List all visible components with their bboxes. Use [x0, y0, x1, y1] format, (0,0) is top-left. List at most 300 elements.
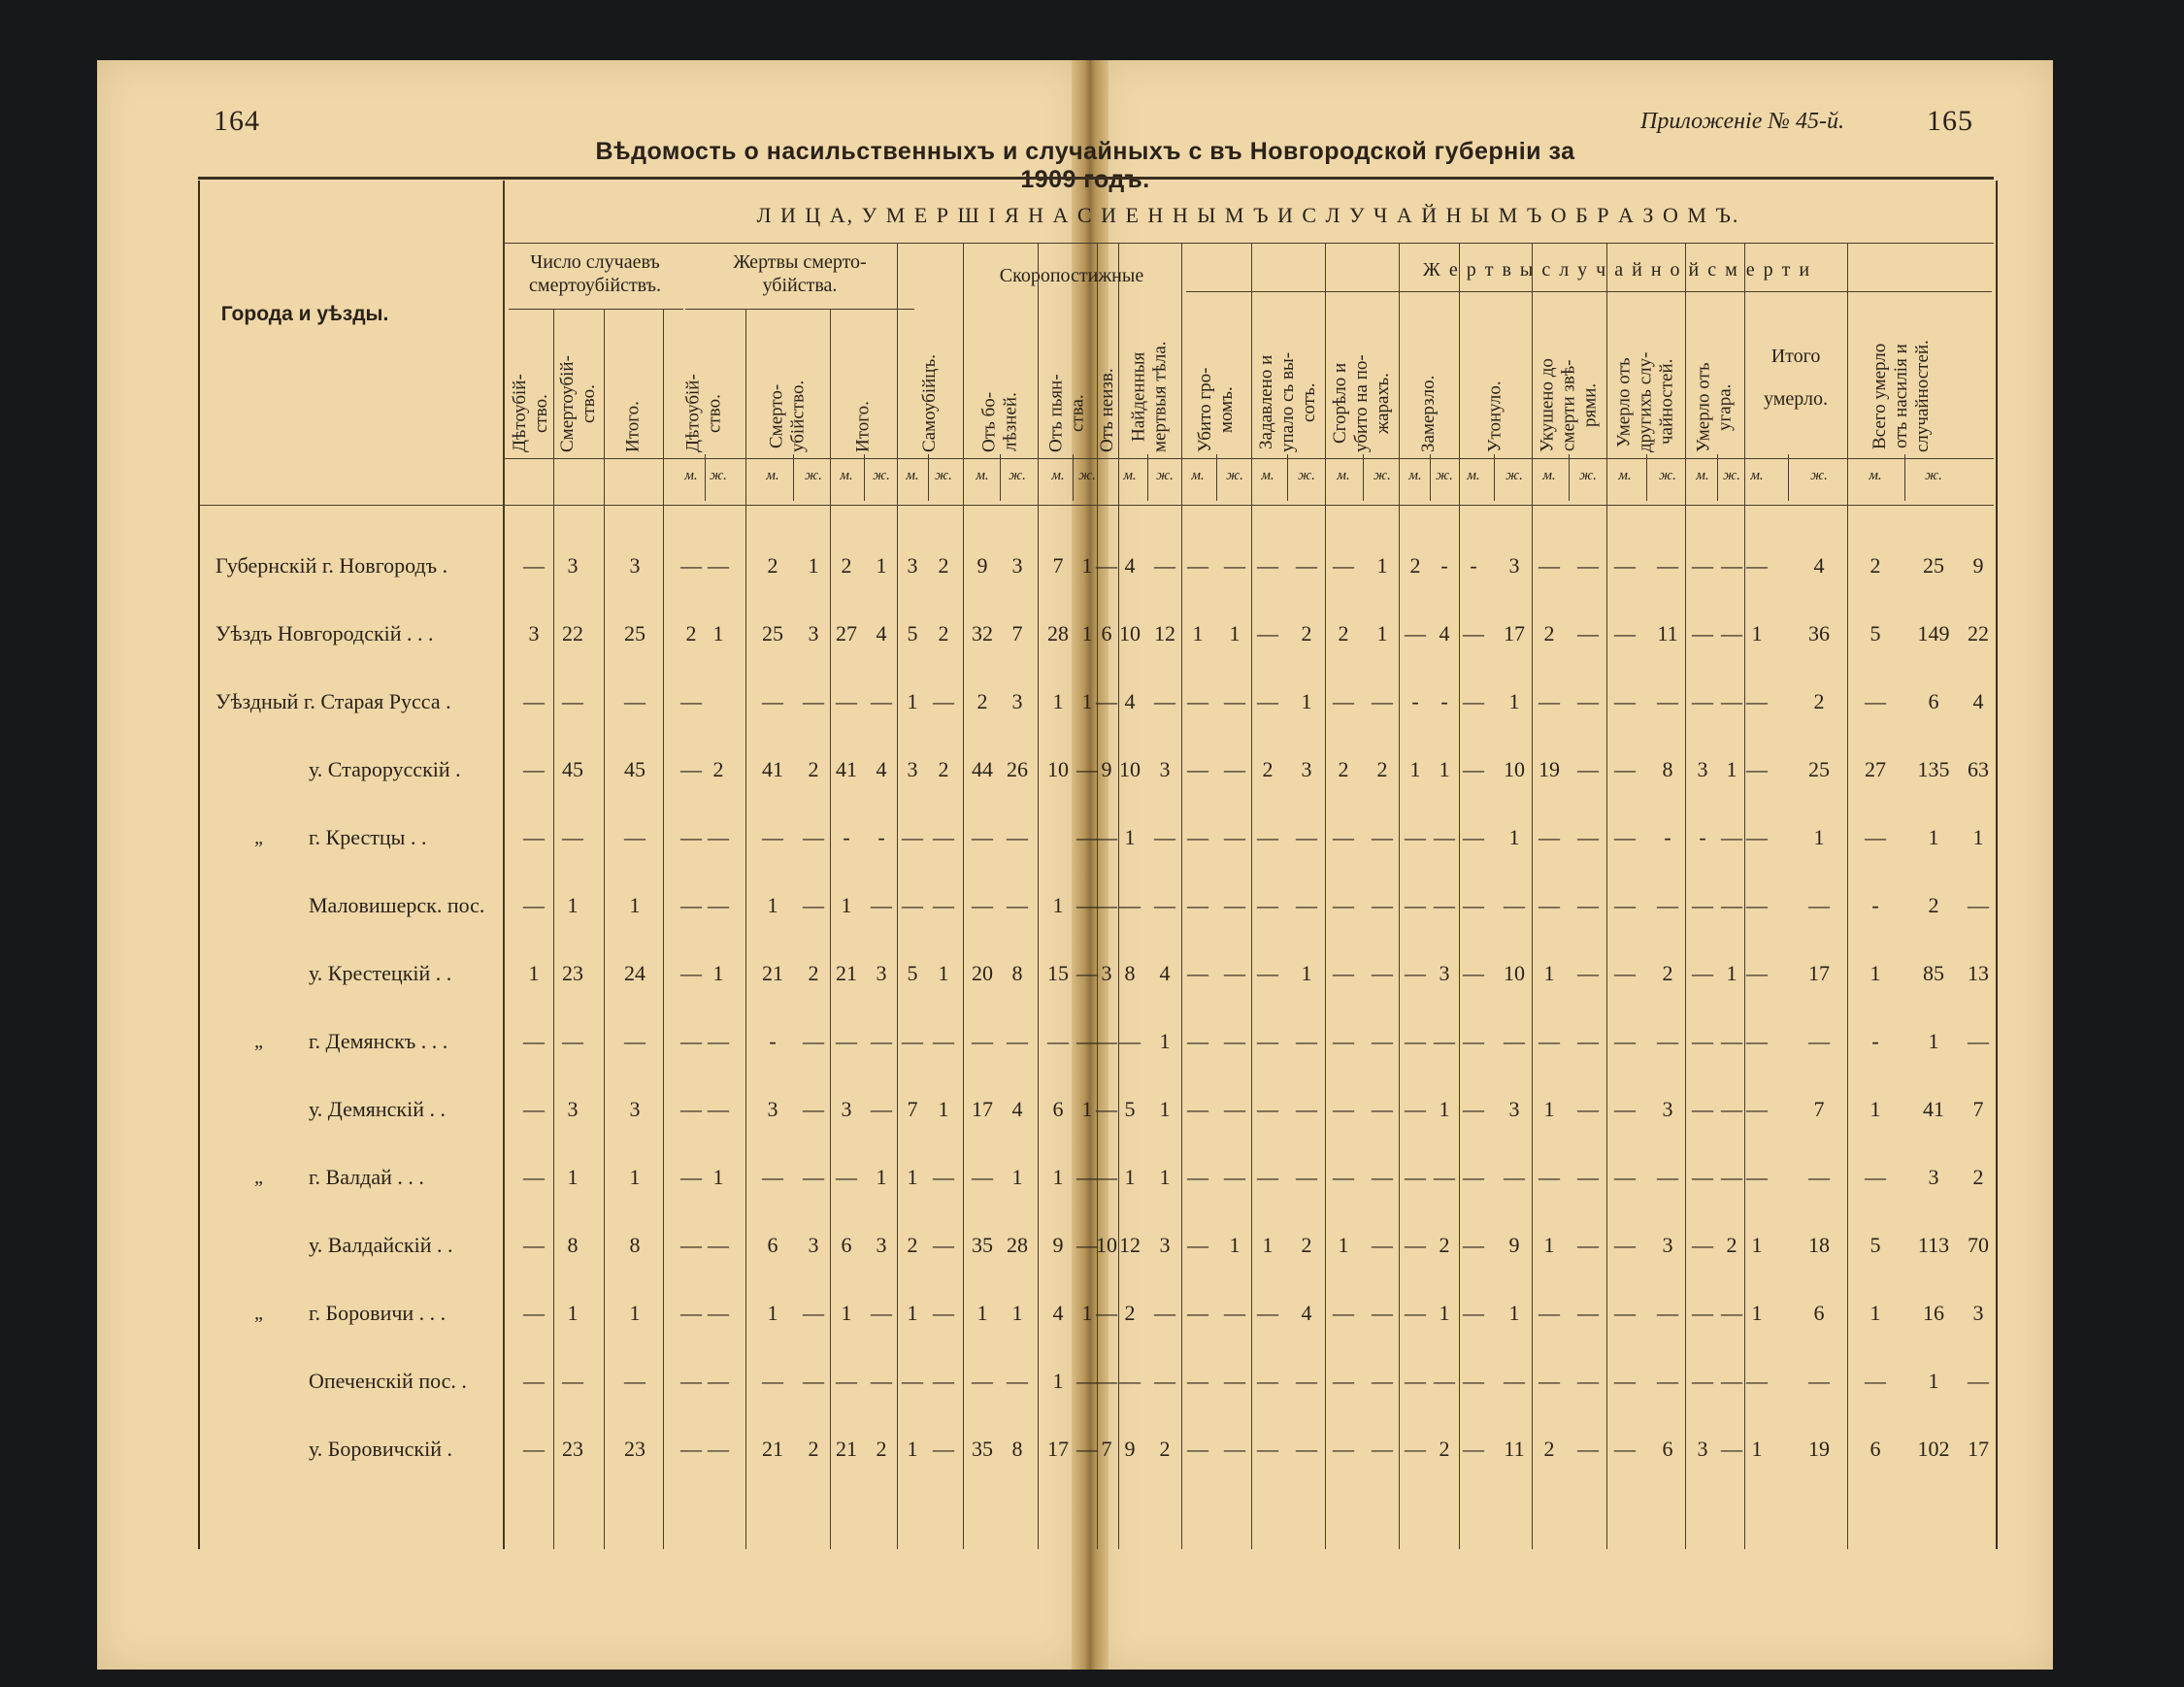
- table-cell: 28: [1007, 1233, 1028, 1257]
- grid-line-vertical: [928, 454, 929, 501]
- table-cell: 2: [685, 621, 697, 645]
- table-cell: 25: [1923, 553, 1944, 578]
- table-cell: —: [1746, 553, 1768, 578]
- grid-line-vertical: [1363, 454, 1364, 501]
- table-cell: —: [1224, 1165, 1245, 1189]
- grid-line-vertical: [793, 454, 794, 501]
- table-cell: —: [1746, 825, 1768, 849]
- table-cell: 2: [1301, 1233, 1312, 1257]
- table-cell: —: [1047, 1029, 1069, 1053]
- table-cell: 45: [562, 757, 583, 781]
- page-number-right: 165: [1927, 105, 1973, 137]
- table-cell: —: [1968, 1029, 1989, 1053]
- table-cell: 13: [1968, 961, 1989, 985]
- table-cell: —: [523, 1165, 545, 1189]
- table-cell: 2: [876, 1437, 887, 1461]
- table-cell: 3: [567, 1097, 579, 1121]
- column-header: Дѣтоубiй- ство.: [682, 374, 725, 452]
- table-cell: —: [1296, 1029, 1317, 1053]
- table-cell: —: [1577, 961, 1599, 985]
- table-cell: —: [1405, 1233, 1426, 1257]
- column-header: Замерзло.: [1418, 375, 1439, 452]
- grid-line-horizontal: [509, 309, 683, 310]
- table-cell: 2: [907, 1233, 918, 1257]
- table-cell: —: [1657, 1029, 1678, 1053]
- table-cell: -: [1664, 825, 1671, 849]
- table-cell: —: [1463, 1097, 1484, 1121]
- table-cell: 63: [1968, 757, 1989, 781]
- table-cell: 1: [1262, 1233, 1274, 1257]
- table-cell: —: [1224, 1097, 1245, 1121]
- table-cell: —: [871, 1369, 892, 1393]
- table-cell: —: [1721, 621, 1742, 645]
- table-cell: 41: [1923, 1097, 1944, 1121]
- table-cell: 6: [767, 1233, 778, 1257]
- table-cell: —: [1257, 1369, 1278, 1393]
- table-cell: 1: [1928, 1369, 1939, 1393]
- table-cell: —: [1721, 825, 1742, 849]
- grid-line-vertical: [1904, 454, 1905, 501]
- table-cell: 2: [1439, 1233, 1450, 1257]
- table-cell: —: [902, 1029, 923, 1053]
- table-cell: 1: [1301, 689, 1312, 713]
- table-cell: —: [1721, 553, 1742, 578]
- table-cell: —: [1614, 1233, 1636, 1257]
- table-cell: —: [1076, 1233, 1098, 1257]
- table-cell: 1: [1508, 1301, 1520, 1325]
- table-cell: —: [1372, 1029, 1393, 1053]
- table-cell: 25: [624, 621, 645, 645]
- table-cell: —: [523, 757, 545, 781]
- table-cell: —: [762, 1369, 783, 1393]
- table-cell: —: [680, 1165, 702, 1189]
- table-cell: —: [1224, 553, 1245, 578]
- table-cell: —: [1746, 1029, 1768, 1053]
- table-cell: —: [1119, 893, 1141, 917]
- table-cell: —: [1539, 893, 1560, 917]
- table-cell: 26: [1007, 757, 1028, 781]
- table-cell: —: [1187, 1097, 1208, 1121]
- table-cell: —: [1577, 1165, 1599, 1189]
- table-cell: —: [680, 893, 702, 917]
- table-cell: —: [1721, 689, 1742, 713]
- table-cell: —: [1372, 1165, 1393, 1189]
- table-cell: 17: [1968, 1437, 1989, 1461]
- table-cell: —: [1968, 893, 1989, 917]
- table-cell: —: [680, 1369, 702, 1393]
- table-cell: 1: [1081, 1097, 1093, 1121]
- table-cell: —: [1257, 689, 1278, 713]
- grid-line-vertical: [1788, 454, 1789, 501]
- table-cell: 2: [1439, 1437, 1450, 1461]
- table-cell: —: [1463, 961, 1484, 985]
- table-cell: —: [1865, 689, 1886, 713]
- table-cell: —: [1746, 757, 1768, 781]
- table-cell: —: [1614, 1029, 1636, 1053]
- table-cell: —: [523, 1029, 545, 1053]
- table-cell: —: [680, 689, 702, 713]
- table-cell: —: [708, 1301, 729, 1325]
- table-cell: —: [1096, 1369, 1117, 1393]
- table-cell: 1: [1301, 961, 1312, 985]
- table-cell: 3: [1159, 1233, 1171, 1257]
- table-cell: 1: [1081, 1301, 1093, 1325]
- grid-line-vertical: [1494, 454, 1495, 501]
- table-cell: —: [871, 893, 892, 917]
- table-cell: 1: [1928, 1029, 1939, 1053]
- table-cell: 25: [1808, 757, 1830, 781]
- table-cell: —: [1257, 553, 1278, 578]
- table-cell: 22: [562, 621, 583, 645]
- table-cell: -: [1871, 1029, 1879, 1053]
- table-cell: —: [1614, 621, 1636, 645]
- table-cell: —: [1333, 1301, 1354, 1325]
- table-cell: —: [1577, 1029, 1599, 1053]
- row-label: г. Крестцы . .: [309, 825, 427, 849]
- table-cell: —: [1257, 1301, 1278, 1325]
- table-cell: —: [1614, 757, 1636, 781]
- sex-subheader: м.: [976, 468, 989, 483]
- table-cell: 41: [762, 757, 783, 781]
- table-cell: —: [1614, 825, 1636, 849]
- table-cell: 2: [1262, 757, 1274, 781]
- table-cell: —: [1333, 553, 1354, 578]
- table-cell: 3: [907, 757, 918, 781]
- table-cell: 2: [1543, 1437, 1555, 1461]
- table-cell: —: [1119, 1029, 1141, 1053]
- table-cell: —: [1257, 961, 1278, 985]
- table-cell: 20: [972, 961, 993, 985]
- grid-line-vertical: [705, 454, 706, 501]
- table-cell: —: [1405, 1437, 1426, 1461]
- table-cell: —: [1746, 689, 1768, 713]
- table-cell: 3: [1508, 1097, 1520, 1121]
- table-cell: —: [1076, 1165, 1098, 1189]
- table-cell: —: [680, 1437, 702, 1461]
- table-cell: 1: [629, 1165, 641, 1189]
- sex-subheader: ж.: [1723, 468, 1740, 483]
- table-cell: 1: [1543, 1233, 1555, 1257]
- table-cell: 10: [1119, 757, 1141, 781]
- table-cell: —: [1224, 689, 1245, 713]
- table-cell: —: [1434, 825, 1455, 849]
- table-cell: 9: [1508, 1233, 1520, 1257]
- table-cell: —: [1296, 1097, 1317, 1121]
- table-cell: —: [902, 893, 923, 917]
- table-cell: —: [1076, 757, 1098, 781]
- table-cell: —: [1721, 1097, 1742, 1121]
- table-cell: 19: [1539, 757, 1560, 781]
- grid-line-vertical: [864, 454, 865, 501]
- table-cell: —: [1577, 689, 1599, 713]
- table-cell: —: [1187, 1369, 1208, 1393]
- table-cell: —: [1257, 1165, 1278, 1189]
- table-cell: 1: [1726, 961, 1737, 985]
- table-cell: —: [1721, 1301, 1742, 1325]
- table-cell: 27: [836, 621, 857, 645]
- table-cell: —: [1614, 1437, 1636, 1461]
- table-cell: —: [933, 1029, 954, 1053]
- table-cell: —: [1224, 825, 1245, 849]
- table-cell: —: [1257, 1437, 1278, 1461]
- table-cell: 1: [1376, 553, 1388, 578]
- table-cell: —: [523, 553, 545, 578]
- table-cell: —: [1721, 1165, 1742, 1189]
- table-cell: 2: [976, 689, 988, 713]
- table-cell: —: [1296, 825, 1317, 849]
- table-cell: 4: [1972, 689, 1984, 713]
- grid-line-vertical: [663, 309, 664, 1549]
- table-cell: 2: [1870, 553, 1881, 578]
- table-cell: —: [803, 1097, 824, 1121]
- table-cell: 7: [907, 1097, 918, 1121]
- table-cell: 2: [1376, 757, 1388, 781]
- grid-line-vertical: [1216, 454, 1217, 501]
- table-cell: —: [1333, 825, 1354, 849]
- table-cell: 1: [629, 893, 641, 917]
- table-cell: —: [1614, 553, 1636, 578]
- table-cell: —: [1692, 689, 1713, 713]
- table-cell: 4: [1439, 621, 1450, 645]
- table-cell: —: [933, 1437, 954, 1461]
- table-cell: —: [933, 825, 954, 849]
- table-cell: —: [523, 1437, 545, 1461]
- table-cell: 8: [1011, 961, 1023, 985]
- table-cell: 1: [1159, 1029, 1171, 1053]
- table-cell: 35: [972, 1437, 993, 1461]
- table-cell: 70: [1968, 1233, 1989, 1257]
- column-header: Утонуло.: [1484, 380, 1506, 452]
- table-cell: —: [1746, 1097, 1768, 1121]
- table-cell: 10: [1047, 757, 1069, 781]
- table-cell: 24: [624, 961, 645, 985]
- table-cell: —: [1808, 1029, 1830, 1053]
- grid-line-vertical: [604, 309, 605, 1549]
- grid-line-vertical: [1147, 454, 1148, 501]
- table-cell: —: [1721, 1369, 1742, 1393]
- table-cell: —: [1746, 1369, 1768, 1393]
- column-header: Сгорѣло и убито на по- жарахъ.: [1330, 354, 1393, 452]
- row-label: Уѣздный г. Старая Русса .: [215, 689, 451, 713]
- table-cell: —: [1614, 1165, 1636, 1189]
- table-cell: —: [933, 1233, 954, 1257]
- table-cell: —: [1434, 1029, 1455, 1053]
- table-cell: 44: [972, 757, 993, 781]
- table-cell: 2: [938, 757, 949, 781]
- table-cell: —: [871, 1029, 892, 1053]
- table-cell: —: [1808, 1369, 1830, 1393]
- table-cell: 1: [1376, 621, 1388, 645]
- table-cell: —: [680, 1029, 702, 1053]
- table-cell: 3: [1697, 1437, 1708, 1461]
- table-cell: —: [1504, 893, 1525, 917]
- table-cell: —: [1405, 621, 1426, 645]
- table-cell: —: [1405, 1301, 1426, 1325]
- table-cell: —: [803, 1301, 824, 1325]
- table-cell: 5: [907, 961, 918, 985]
- table-cell: —: [1372, 1437, 1393, 1461]
- table-cell: 2: [1543, 621, 1555, 645]
- table-cell: 7: [1052, 553, 1064, 578]
- table-cell: 6: [1870, 1437, 1881, 1461]
- table-cell: —: [1808, 1165, 1830, 1189]
- table-cell: 1: [1870, 961, 1881, 985]
- table-cell: —: [1187, 1165, 1208, 1189]
- sex-subheader: ж.: [1373, 468, 1391, 483]
- table-cell: 1: [1870, 1097, 1881, 1121]
- row-label: г. Валдай . . .: [309, 1165, 424, 1189]
- table-cell: —: [708, 1029, 729, 1053]
- table-cell: 1: [976, 1301, 988, 1325]
- column-header: Итого.: [852, 401, 874, 452]
- grid-line-vertical: [503, 181, 505, 1549]
- table-cell: —: [1257, 621, 1278, 645]
- table-cell: —: [1405, 1165, 1426, 1189]
- table-cell: —: [1405, 825, 1426, 849]
- table-cell: 17: [1504, 621, 1525, 645]
- column-header: Отъ неизв.: [1097, 368, 1117, 452]
- table-cell: —: [1577, 1301, 1599, 1325]
- table-cell: —: [1076, 825, 1098, 849]
- table-cell: —: [803, 1029, 824, 1053]
- table-cell: —: [1372, 1369, 1393, 1393]
- table-cell: —: [836, 1029, 857, 1053]
- table-cell: 1: [567, 893, 579, 917]
- table-cell: 6: [1813, 1301, 1825, 1325]
- table-cell: 9: [1052, 1233, 1064, 1257]
- table-cell: —: [1539, 1029, 1560, 1053]
- table-cell: 4: [876, 757, 887, 781]
- table-cell: —: [1007, 1029, 1028, 1053]
- table-cell: —: [1692, 1369, 1713, 1393]
- column-header: Задавлено и упало съ вы- сотъ.: [1256, 351, 1319, 452]
- table-cell: —: [1463, 689, 1484, 713]
- table-cell: —: [1096, 1029, 1117, 1053]
- grid-line-horizontal: [503, 458, 1994, 459]
- table-cell: -: [1871, 893, 1879, 917]
- sex-subheader: м.: [1467, 468, 1480, 483]
- table-cell: —: [708, 553, 729, 578]
- table-cell: 2: [1301, 621, 1312, 645]
- table-cell: 4: [1124, 553, 1136, 578]
- table-cell: —: [972, 893, 993, 917]
- table-cell: 113: [1917, 1233, 1950, 1257]
- table-cell: -: [877, 825, 885, 849]
- table-cell: —: [1154, 825, 1175, 849]
- statistics-table: [198, 181, 1998, 1549]
- table-cell: —: [1865, 1165, 1886, 1189]
- row-label: Губернскiй г. Новгородъ .: [215, 553, 448, 578]
- table-cell: —: [1224, 1301, 1245, 1325]
- grid-line-vertical: [830, 309, 831, 1549]
- table-cell: —: [1405, 893, 1426, 917]
- table-cell: 149: [1917, 621, 1950, 645]
- sex-subheader: м.: [684, 468, 698, 483]
- table-cell: —: [1614, 961, 1636, 985]
- table-cell: 2: [1409, 553, 1421, 578]
- table-cell: 135: [1917, 757, 1950, 781]
- table-cell: 12: [1154, 621, 1175, 645]
- table-cell: —: [1372, 893, 1393, 917]
- table-cell: 1: [1751, 1233, 1763, 1257]
- table-cell: 3: [567, 553, 579, 578]
- table-cell: —: [933, 689, 954, 713]
- ditto-mark: „: [254, 827, 266, 848]
- table-cell: —: [933, 1165, 954, 1189]
- table-cell: —: [624, 825, 645, 849]
- table-cell: —: [1224, 961, 1245, 985]
- table-cell: —: [1372, 1097, 1393, 1121]
- table-cell: —: [1463, 825, 1484, 849]
- table-cell: 1: [712, 1165, 724, 1189]
- table-cell: 85: [1923, 961, 1944, 985]
- table-cell: —: [1463, 1437, 1484, 1461]
- table-cell: 1: [1508, 825, 1520, 849]
- table-cell: —: [871, 1301, 892, 1325]
- table-cell: 2: [841, 553, 852, 578]
- table-cell: 9: [976, 553, 988, 578]
- table-cell: 4: [1011, 1097, 1023, 1121]
- table-cell: —: [1577, 825, 1599, 849]
- table-cell: —: [680, 1233, 702, 1257]
- table-cell: —: [1257, 893, 1278, 917]
- table-cell: —: [1096, 689, 1117, 713]
- table-cell: 1: [841, 1301, 852, 1325]
- table-cell: 1: [1011, 1301, 1023, 1325]
- table-cell: —: [1372, 689, 1393, 713]
- table-cell: 2: [808, 961, 819, 985]
- table-cell: —: [1463, 1233, 1484, 1257]
- table-cell: —: [1007, 1369, 1028, 1393]
- table-cell: 3: [1011, 553, 1023, 578]
- grid-line-vertical: [1430, 454, 1431, 501]
- table-cell: 2: [808, 1437, 819, 1461]
- table-cell: 1: [1081, 553, 1093, 578]
- table-cell: —: [1614, 893, 1636, 917]
- table-cell: —: [523, 825, 545, 849]
- table-cell: —: [1119, 1369, 1141, 1393]
- table-cell: 4: [1124, 689, 1136, 713]
- table-cell: 1: [1229, 621, 1241, 645]
- table-cell: 3: [1662, 1233, 1673, 1257]
- table-cell: 1: [907, 1437, 918, 1461]
- sex-subheader: м.: [1051, 468, 1065, 483]
- appendix-label: Приложенiе № 45-й.: [1640, 109, 1844, 134]
- table-cell: 9: [1124, 1437, 1136, 1461]
- table-cell: 6: [1662, 1437, 1673, 1461]
- table-cell: —: [1657, 689, 1678, 713]
- table-cell: 27: [1865, 757, 1886, 781]
- table-cell: —: [1405, 1029, 1426, 1053]
- title-rule: [198, 177, 1994, 180]
- table-cell: -: [843, 825, 850, 849]
- table-cell: —: [803, 825, 824, 849]
- table-cell: 45: [624, 757, 645, 781]
- table-cell: —: [1463, 1165, 1484, 1189]
- grid-line-horizontal: [503, 243, 1994, 244]
- table-cell: 17: [972, 1097, 993, 1121]
- table-cell: 2: [1813, 689, 1825, 713]
- table-cell: —: [1539, 1369, 1560, 1393]
- table-cell: —: [1007, 893, 1028, 917]
- table-cell: 1: [1439, 1097, 1450, 1121]
- table-cell: —: [1257, 1029, 1278, 1053]
- table-cell: 22: [1968, 621, 1989, 645]
- ditto-mark: „: [254, 1303, 266, 1324]
- grid-line-horizontal: [685, 309, 914, 310]
- column-header: Отъ бо- лѣзней.: [978, 391, 1021, 452]
- table-cell: —: [1096, 825, 1117, 849]
